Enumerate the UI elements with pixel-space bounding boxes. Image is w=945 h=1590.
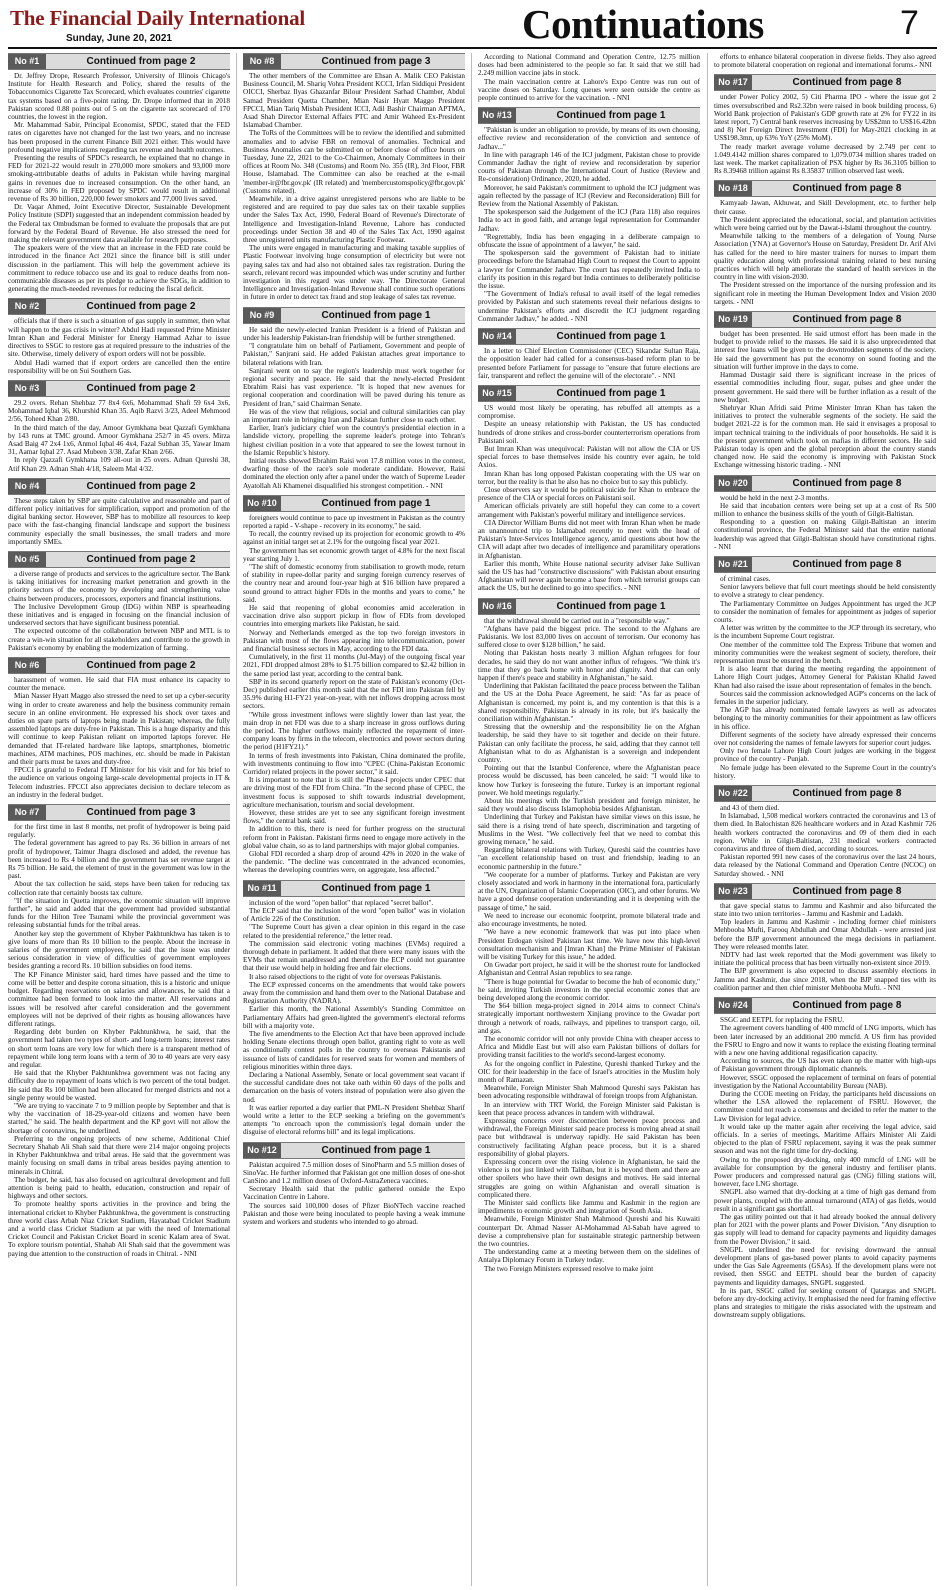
article-paragraph: As for the ongoing conflict in Palestine, Qureshi thanked Turkey and the OIC for their leadership in the face of Israel's atrocities in the Muslim holy month of Ramazan. bbox=[478, 1059, 700, 1084]
story-header bbox=[8, 53, 230, 70]
story-header bbox=[714, 475, 936, 492]
article-paragraph: It also raised objections to the right of vote for overseas Pakistanis. bbox=[249, 972, 442, 981]
article-paragraph: No female judge has been elevated to the Supreme Court in the country's history. bbox=[714, 763, 936, 780]
continuation-story bbox=[478, 598, 700, 1273]
story-heading: Continued from page 1 bbox=[556, 110, 666, 122]
article-paragraph: In terms of fresh investments into Pakistan, China dominated the profile, with investments continuing to flow into "CPEC (China-Pakistan Economic Corridor) related projects in the power sector," it said. bbox=[243, 751, 465, 777]
story-body bbox=[8, 317, 230, 374]
article-paragraph: In reply Qazzafi Gymkhana 109 all-out in 25 overs. Adnan Qureshi 38, Atif Khan 29. Adnan Shah 4/18, Saleem Mal 4/32. bbox=[8, 456, 230, 473]
story-header bbox=[714, 785, 936, 802]
article-paragraph: The $64 billion mega-project signed in 2014 aims to connect China's strategically important northwestern Xinjiang province to the Gwadar port through a network of roads, railways, and pipelines to transport cargo, oil, and gas. bbox=[478, 1002, 700, 1035]
issue-date: Sunday, June 20, 2021 bbox=[66, 33, 172, 44]
story-body bbox=[714, 93, 936, 175]
article-paragraph: The President appreciated the educational, social, and plantation activities which were being carried out by the Dawat-i-Islami throughout the country. bbox=[714, 215, 936, 233]
story-heading: Continued from page 1 bbox=[321, 309, 431, 321]
story-number-badge: No #12 bbox=[243, 1143, 281, 1158]
story-number-badge: No #5 bbox=[8, 552, 46, 567]
continuation-story bbox=[8, 551, 230, 652]
story-header bbox=[8, 478, 230, 495]
article-paragraph: Expressing concerns over disconnection between peace process and withdrawal, the Foreign Minister said peace process is moving ahead at snail pace but withdrawal is underway rapidly. He said Pakistan has been constructively facilitating Afghan peace process, but it is a shared responsibility of global players. bbox=[478, 1116, 700, 1158]
story-heading: Continued from page 2 bbox=[86, 382, 196, 394]
newspaper-name: The Financial Daily International bbox=[10, 6, 306, 30]
article-paragraph: However, SSGC opposed the replacement of terminal on fears of potential investigation by the National Accountability Bureau (NAB). bbox=[714, 1073, 936, 1090]
article-paragraph: Earlier this month, the National Assembly's Standing Committee on Parliamentary Affairs had green-lighted the government's electoral reforms bill with a majority vote. bbox=[243, 1005, 465, 1030]
article-paragraph: "We are trying to vaccinate 7 to 9 million people by September and that is why the vaccination of 18-29-year-old citizens and women have been started," he said. The health department and the KP govt will not allow the shortage of coronavirus, he underlined. bbox=[8, 1101, 230, 1135]
article-paragraph: Meanwhile, Foreign Minister Shah Mahmood Qureshi says Pakistan has been advocating responsible withdrawal of foreign troops from Afghanistan. bbox=[478, 1084, 700, 1101]
continuation-story bbox=[714, 74, 936, 175]
story-body bbox=[714, 1016, 936, 1320]
column-3 bbox=[478, 53, 700, 1586]
article-paragraph: "The Supreme Court has given a clear opinion in this regard in the case related to the presidential reference," the letter read. bbox=[243, 923, 465, 940]
article-paragraph: CIA Director William Burns did not meet with Imran Khan when he made an unannounced trip to Islamabad recently to meet with the head of Pakistan's Inter-Services Intelligence agency, amid questions about how the CIA will adapt after two decades of intelligence and paramilitary operations in Afghanistan. bbox=[478, 518, 700, 560]
story-number-badge: No #11 bbox=[243, 881, 281, 896]
story-header bbox=[478, 598, 700, 615]
article-paragraph: Regarding debt burden on Khyber Pakhtunkhwa, he said, that the government had taken two types of short- and long-term loans; interest rates on short term loans are very low for which there is a transparent method of repayment while long term loans with a term of 30 to 40 years are very easy and regular. bbox=[8, 1028, 230, 1069]
article-paragraph: "Afghans have paid the biggest price. The second to the Afghans are Pakistanis. We lost 83,000 lives on account of terrorism. Our economy has suffered close to over $128 billion," he said. bbox=[478, 624, 700, 650]
column-1 bbox=[8, 53, 230, 1586]
article-paragraph: Global FDI recorded a sharp drop of around 42% in 2020 in the wake of the pandemic. "The decline was concentrated in the advanced economies, whereas the developing countries were, on aggregate, less affected." bbox=[243, 850, 465, 875]
masthead bbox=[0, 0, 945, 58]
column-divider bbox=[707, 53, 708, 1586]
article-paragraph: 29.2 overs. Rehan Shehbaz 77 8x4 6x6, Mohammad Shafi 59 6x4 3x6, Mohammad Iqbal 36, Khurshid Khan 35. Aqib Razvi 3/23, Adeel Mehmood 2/56, Toheed Khan 2/80. bbox=[8, 398, 230, 424]
article-paragraph: The BJP government is also expected to discuss assembly elections in Jammu and Kashmir, due since 2018, when the BJP snapped ties with its coalition partner and then chief minister Mehbooba Mufti. - NNI bbox=[714, 967, 936, 992]
story-body bbox=[8, 823, 230, 1258]
story-heading: Continued from page 2 bbox=[86, 480, 196, 492]
story-body bbox=[478, 126, 700, 323]
article-paragraph: Meanwhile, in a drive against unregistered persons who are liable to be registered and are required to pay due sales tax on their taxable supplies under the Sales Tax Act, 1990, Federal Board of Revenue's Directorate of Intelligence and Investigation-Inland Revenue, Lahore has conducted proceedings under Section 38 and 40 of the Sales Tax Act, 1990 against three unregistered units manufacturing Plastic Footwear. bbox=[243, 195, 465, 245]
column-divider bbox=[471, 53, 472, 1586]
story-body bbox=[714, 804, 936, 878]
story-body bbox=[8, 676, 230, 799]
article-paragraph: He said that the Khyber Pakhtunkhwa government was not facing any difficulty due to repayment of loans which is two percent of the total budget. He said that Rs 100 billion had been allocated for merged districts and not a single penny would be wasted. bbox=[8, 1069, 230, 1102]
article-paragraph: Abdul Hadi warned that if export orders are cancelled then the entire responsibility will be on Sui Southern Gas. bbox=[8, 358, 230, 375]
continuation-story bbox=[714, 997, 936, 1320]
article-paragraph: The AGP has already nominated female lawyers as well as advocates belonging to the minority communities for their appointment as law officers in his office. bbox=[714, 706, 936, 731]
story-number-badge: No #24 bbox=[714, 998, 752, 1013]
story-heading: Continued from page 3 bbox=[86, 807, 196, 819]
masthead-rule bbox=[8, 47, 937, 49]
continuation-story bbox=[243, 1142, 465, 1227]
story-header bbox=[8, 657, 230, 674]
story-number-badge: No #17 bbox=[714, 75, 752, 90]
story-body bbox=[714, 330, 936, 469]
continuation-story bbox=[478, 107, 700, 323]
article-paragraph: Declaring a National Assembly, Senate or local government seat vacant if the successful candidate does not take oath within 60 days of the polls and demarcation on the basis of voters instead of population were also given the nod. bbox=[243, 1070, 465, 1104]
column-4 bbox=[714, 53, 936, 1586]
article-paragraph: It would take up the matter again after receiving the legal advice, said officials. In a series of meetings, Maritime Affairs Minister Ali Zaidi objected to the plan of FSRU replacement, saying it was the peak summer season and was not the right time for dry-docking. bbox=[714, 1122, 936, 1156]
story-number-badge: No #6 bbox=[8, 658, 46, 673]
article-paragraph: Different segments of the society have already expressed their concerns over not considering the names of female lawyers for superior court judges. bbox=[714, 730, 936, 748]
article-paragraph: of criminal cases. bbox=[720, 574, 771, 583]
article-paragraph: under Power Policy 2002, 5) Citi Pharma IPO - where the issue got 2 times oversubscribed and Rs2.32bn were raised in book building process, 6) World Bank projection of Pakistan's GDP growth rate at 2% for FY22 in its latest report, 7) Central bank reserves increasing by US$2mn to US$16.42bn and 8) Net Foreign Direct Investment (FDI) for May-2021 clocking in at US$198.3mn, up 63% YoY (25% MoM). bbox=[714, 93, 936, 143]
story-heading: Continued from page 8 bbox=[792, 183, 902, 195]
story-number-badge: No #15 bbox=[478, 386, 516, 401]
article-paragraph: On Gwadar port project, he said it will be the shortest route for landlocked Afghanistan and Central Asian republics to sea range. bbox=[478, 961, 700, 978]
article-paragraph: About the tax collection he said, steps have been taken for reducing tax collection rate that certainly boosts tax culture. bbox=[8, 880, 230, 897]
story-number-badge: No #16 bbox=[478, 599, 516, 614]
article-paragraph: Regarding bilateral relations with Turkey, Qureshi said the countries have "an excellent relationship based on trust and friendship, leading to an economic partnership in the future." bbox=[478, 846, 700, 871]
story-number-badge: No #14 bbox=[478, 329, 516, 344]
article-paragraph: "We cooperate for a number of platforms. Turkey and Pakistan are very closely associated and work in harmony in the international fora, particularly at the UN, Organization of Islamic Cooperation (OIC), and other forums. We have a good defense cooperation understanding and it is deepening with the passage of time," he said. bbox=[478, 870, 700, 912]
article-paragraph: harassment of women. He said that FIA must enhance its capacity to counter the menace. bbox=[8, 675, 230, 693]
story-heading: Continued from page 2 bbox=[86, 659, 196, 671]
story-body bbox=[243, 326, 465, 490]
article-paragraph: The main vaccination centre at Lahore's Expo Centre was run out of vaccine doses on Saturday. Long queues were seen outside the centre as people continued to arrive for the vaccination. - NNI bbox=[478, 77, 700, 103]
article-paragraph: We need to increase our economic footprint, promote bilateral trade and also encourage investments, he noted. bbox=[478, 911, 700, 929]
article-paragraph: Owing to the proposed dry-docking, only 400 mmcfd of LNG will be available for consumption by the general industry and fertiliser plants. Power producers and compressed natural gas (CNG) filling stations will, however, face LNG shortage. bbox=[714, 1155, 936, 1189]
article-paragraph: The spokesperson said the Judgement of the ICJ (Para 118) also requires India to act in good faith, and arrange legal representation for Commander Jadhav. bbox=[478, 208, 700, 233]
story-body bbox=[243, 899, 465, 1137]
article-paragraph: a diverse range of products and services to the agriculture sector. The Bank is taking initiatives for increasing market penetration and growth in the priority sectors of the economy by developing and strengthening value chains between producers, processors, exporters and financial institutions. bbox=[8, 569, 230, 603]
article-paragraph: for the first time in last 8 months, net profit of hydropower is being paid regularly. bbox=[8, 823, 230, 840]
article-paragraph: Stressing that the ownership and the responsibility lie on the Afghan leadership, he said they have to sit together and decide on their future. Pakistan can only facilitate the process, he said, adding that they cannot tell Afghanistan what to do as Afghanistan is a sovereign and independent country. bbox=[478, 723, 700, 765]
article-paragraph: Hammad Dustagir said there is significant increase in the prices of essential commodities including flour, sugar, pulses and ghee under the present government. He said there will be further inflation as a result of the new budget. bbox=[714, 371, 936, 404]
story-header bbox=[478, 385, 700, 402]
article-paragraph: Moreover, he said Pakistan's commitment to uphold the ICJ judgment was again reflected by the passage of ICJ (Review and Reconsideration) Bill for Review from the National Assembly of Pakistan. bbox=[478, 183, 700, 209]
article-paragraph: The commission said electronic voting machines (EVMs) required a thorough debate in parliament. It added that there were many issues with the EVMs that remain unaddressed and therefore the ECP could not guarantee that their use would help in holding free and fair elections. bbox=[243, 939, 465, 973]
story-header bbox=[714, 883, 936, 900]
article-paragraph: budget has been presented. He said utmost effort has been made in the budget to provide relief to the masses. He said it is also unprecedented that interest free loans will be given to the downtrodden segments of the society. He said the government has put the economy on sound footing and the situation will further improve in the days to come. bbox=[714, 330, 936, 371]
article-paragraph: Underlining that Pakistan facilitated the peace process between the Taliban and the US at the Doha Peace Agreement, he said: "As far as peace of Afghanistan is concerned, my point is, and my contention is that this is a shared responsibility. Pakistan is already in its role, but it's basically the conciliation within Afghanistan." bbox=[478, 682, 700, 724]
article-paragraph: The sources said 100,000 doses of Pfizer BioNTech vaccine reached Pakistan and those were being inoculated to people having a weak immune system and workers and students who intended to go abroad. bbox=[243, 1201, 465, 1226]
article-paragraph: SNGPL also warned that dry-docking at a time of high gas demand from power plants, coupled with the annual turnaround (ATA) of gas fields, would result in a significant gas shortfall. bbox=[714, 1188, 936, 1213]
article-paragraph: According to sources, the US has even taken up the matter with high-ups of Pakistan government through diplomatic channels. bbox=[714, 1057, 936, 1074]
article-paragraph: The understanding came at a meeting between them on the sidelines of Antalya Diplomacy Forum in Turkey today. bbox=[478, 1248, 700, 1265]
article-paragraph: Pakistan reported 991 new cases of the coronavirus over the last 24 hours, data released by the National Command and Operation Centre (NCOC) on Saturday showed. - NNI bbox=[714, 853, 936, 878]
article-paragraph: "If the situation in Quetta improves, the economic situation will improve further", he said and added that the government had provided substantial funds for the Hilton Tree Tsunami while the provincial government was releasing substantial funds for the tribal areas. bbox=[8, 896, 230, 930]
story-header bbox=[243, 880, 465, 897]
story-body bbox=[714, 494, 936, 551]
article-paragraph: Kamyaab Jawan, Akhuwat, and Skill Development, etc. to further help their cause. bbox=[714, 199, 936, 216]
article-paragraph: NDTV had last week reported that the Modi government was likely to initiate the political process that has been virtually non-existent since 2019. bbox=[714, 951, 936, 968]
article-paragraph: Earlier this month, White House national security adviser Jake Sullivan said the US has had "constructive discussions" with Pakistan about ensuring Afghanistan will never again become a base from which terrorist groups can attack the US, but he declined to go into specifics. - NNI bbox=[478, 559, 700, 593]
article-paragraph: The ToRs of the Committees will be to review the identified and submitted anomalies and to advise FBR on removal of anomalies. Technical and Business Anomalies can be submitted on or before close of office hours on Tuesday, June 22, 2021 to the Co-Chairmen, Anomaly Committees in their offices at Room No. 348 (Customs) and Room No. 355 (IR), 3rd Floor, FBR House, Islamabad. The Committee can also be reached at the e-mail 'member-ir@fbr.gov.pk' (IR related) and 'membercustomspolicy@fbr.gov.pk' (Customs related). bbox=[243, 129, 465, 195]
continuation-story bbox=[478, 385, 700, 593]
article-paragraph: Only two female Lahore High Court judges are working in the biggest province of the country - Punjab. bbox=[714, 747, 936, 764]
article-paragraph: In Islamabad, 1,508 medical workers contracted the coronavirus and 13 of them died. In Balochistan 826 healthcare workers and in Azad Kashmir 726 health workers contracted the coronavirus and 09 of them died in each region. While in Gilgit-Baltistan, 231 medical workers contracted coronavirus and three of them died, according to sources. bbox=[714, 812, 936, 854]
article-paragraph: About his meetings with the Turkish president and foreign minister, he said they would also discuss Islamophobia besides Afghanistan. bbox=[478, 797, 700, 814]
article-paragraph: The speakers were of the view that an increase in the FED rate could be introduced in the finance Act 2021 since the finance bill is still under discussion in the parliament. This will help the government achieve its commitment to reduce tobacco use and its goal to reduce deaths from non-communicable diseases as per its pledge to achieve the SDGs, in addition to generating the much-needed revenues for reducing the fiscal deficit. bbox=[8, 244, 230, 294]
story-heading: Continued from page 1 bbox=[556, 387, 666, 399]
article-paragraph: The two Foreign Ministers expressed resolve to make joint bbox=[484, 1264, 654, 1273]
article-paragraph: The budget, he said, has also focused on agricultural development and full attention is being paid to health, education, construction and repair of highways and other sectors. bbox=[8, 1175, 230, 1201]
story-heading: Continued from page 1 bbox=[556, 600, 666, 612]
story-header bbox=[8, 804, 230, 821]
columns-container bbox=[8, 53, 937, 1586]
continuation-story bbox=[243, 307, 465, 490]
story-number-badge: No #13 bbox=[478, 108, 516, 123]
article-paragraph: Senior lawyers believe that full court meetings should be held consistently to evolve a strategy to clear pendency. bbox=[714, 583, 936, 600]
story-number-badge: No #10 bbox=[243, 496, 281, 511]
story-body bbox=[8, 497, 230, 546]
story-heading: Continued from page 8 bbox=[792, 477, 902, 489]
story-header bbox=[714, 311, 936, 328]
article-paragraph: Meanwhile talking to the members of a delegation of Young Nurse Association (YNA) at Governor's House on Saturday, President Dr. Arif Alvi has called for the need to hire master trainers for nurses to impart them quality education along with professional training related to best nursing practices which will help ameliorate the standard of health services in the country in line with vision-2030. bbox=[714, 232, 936, 282]
story-number-badge: No #1 bbox=[8, 54, 46, 69]
article-paragraph: The ready market average volume decreased by 2.749 per cent to 1.049.4142 million shares compared to 1,079.0734 million shares traded on last week. The market capitalization of PSX higher by Rs 36.3105 billion to Rs 8.39468 trillion against Rs 8.35837 trillion observed last week. bbox=[714, 142, 936, 176]
article-paragraph: Imran Khan has long opposed Pakistan cooperating with the US war on terror, but the reality is that he also has no choice but to say this publicly. bbox=[478, 469, 700, 486]
article-paragraph: But Imran Khan was unequivocal: Pakistan will not allow the CIA or US special forces to base themselves inside his country ever again, he told Axios. bbox=[478, 444, 700, 470]
article-paragraph: "Regrettably, India has been engaging in a deliberate campaign to obfuscate the issue of appointment of a lawyer," he said. bbox=[478, 232, 700, 250]
article-paragraph: The KP Finance Minister said, hard times have passed and the time to come will be better and despite corona situation, this is a historic and unique budget. Regarding reservations on salaries and allowances, he said that a committee had been formed to look into the matter. All reservations and issues will be resolved after careful consideration and the government employees will not be deprived of their rights as housing allowances have different ratings. bbox=[8, 970, 230, 1028]
article-paragraph: A letter was written by the committee to the JCP through its secretary, who is the incumbent Supreme Court registrar. bbox=[714, 624, 936, 641]
story-heading: Continued from page 8 bbox=[792, 77, 902, 89]
section-title: Continuations bbox=[522, 1, 764, 47]
article-paragraph: However, these strides are yet to see any significant foreign investment flows," the central bank said. bbox=[243, 809, 465, 826]
continuation-story bbox=[478, 328, 700, 380]
article-paragraph: The Inclusive Development Group (IDG) within NBP is spearheading these initiatives and is engaged in focusing on the financial inclusion of underserved sectors that have significant business potential. bbox=[8, 602, 230, 628]
story-header bbox=[243, 307, 465, 324]
article-paragraph: Expressing concern over the rising violence in Afghanistan, he said the violence is not just linked with Taliban, but it is beyond them and there are other spoilers who have their own designs and motives. He said internal struggles are going on within Afghanistan and overall situation is complicated there. bbox=[478, 1157, 700, 1199]
continuation-story bbox=[243, 53, 465, 302]
article-paragraph: "We have a new economic framework that was put into place when President Erdogan visited Pakistan last time. We have now this high-level consultation mechanism and [Imran Khan] the Prime Minister of Pakistan will be visiting Turkey for this issue," he added. bbox=[478, 928, 700, 961]
article-paragraph: It is important to note that it is still the Phase-I projects under CPEC that are driving most of the FDI from China. "In the second phase of CPEC, the investment focus is supposed to shift towards industrial development, agriculture mechanisation, tourism and social development. bbox=[243, 776, 465, 809]
article-paragraph: Despite an uneasy relationship with Pakistan, the US has conducted hundreds of drone strikes and cross-border counterterrorism operations from Pakistani soil. bbox=[478, 420, 700, 445]
story-header bbox=[243, 495, 465, 512]
continuation-story bbox=[714, 180, 936, 306]
article-paragraph: efforts to enhance bilateral cooperation in diverse fields. They also agreed to promote bilateral cooperation on regional and international forums.- NNI bbox=[714, 53, 936, 70]
article-paragraph: Shehryar Khan Afridi said Prime Minister Imran Khan has taken the initiatives to protect the vulnerable segments of the society. He said the budget 2021-22 is for the common man. He said it envisages a proposal to impart technical training to the individuals of poor households. He said it is the present government which took on mafias in different sectors. He said Pakistan today is open and the global perception about the country stands changed now. He said the economy is improving with Pakistan Stock Exchange witnessing historic trading. - NNI bbox=[714, 403, 936, 470]
article-paragraph: "There is huge potential for Gwadar to become the hub of economic duty," he said, inviting Turkish investors in the special economic zones that are being developed along the economic corridor. bbox=[478, 977, 700, 1002]
article-paragraph: Close observers say it would be political suicide for Khan to embrace the presence of the CIA or special forces on Pakistani soil. bbox=[478, 485, 700, 503]
article-paragraph: The units were engaged in manufacturing and making taxable supplies of Plastic Footwear involving huge consumption of electricity but were not paying sales tax and had also not obtained sales tax registration. During the search, relevant record was impounded which was under scrutiny and further investigation in this regard was under way. The Directorate General Intelligence and Investigation-Inland Revenue shall continue such operations in future in order to detect tax fraud and stop leakage of sales tax revenue. bbox=[243, 244, 465, 302]
article-paragraph: Mian Nasser Hyatt Maggo also stressed the need to set up a cyber-security wing in order to create awareness and help the business community remain secure in an online environment. He expressed his shock over taxes and duties on spare parts of laptops being made in Pakistan; whereas, the fully assembled laptops are duty-free in Pakistan. This is a huge disparity and this will continue to keep Pakistan reliant on imported laptops forever. He demanded that IT-related hardware like laptops, smartphones, biometric machines, ATM machines, POS machines, etc. should be made in Pakistan and their parts must be taxes and duty-free. bbox=[8, 692, 230, 767]
article-paragraph: In its part, SSGC called for seeking consent of Qatargas and SNGPL before any dry-docking activity. It emphasised the need for framing effective plans and strategies to mitigate the risks associated with the upstream and downstream supply obligations. bbox=[714, 1286, 936, 1320]
article-paragraph: The expected outcome of the collaboration between NBP and MTL is to create a win-win situation for all stakeholders and contribute to the growth in Pakistan's economy by enabling the modernization of farming. bbox=[8, 627, 230, 652]
article-paragraph: To recall, the country revised up its projection for economic growth to 4% against an initial target set at 2.1% for the outgoing fiscal year 2021. bbox=[243, 530, 465, 547]
article-paragraph: Norway and Netherlands emerged as the top two foreign investors in Pakistan with most of the flows appearing into telecommunication, power and financial business sectors in May, according to the FDI data. bbox=[243, 628, 465, 653]
story-number-badge: No #19 bbox=[714, 312, 752, 327]
story-heading: Continued from page 1 bbox=[321, 882, 431, 894]
article-paragraph: Dr. Jeffrey Drope, Research Professor, University of Illinois Chicago's Institute for Health Research and Policy, shared the results of the Tobacconomics Cigarette Tax Scorecard, which evaluates countries' cigarette tax systems based on a five-point rating. Dr. Drope informed that in 2018 Pakistan scored 0.88 points out of 5 on the cigarette tax scorecard of 170 countries, the lowest in the region. bbox=[8, 72, 230, 122]
story-body bbox=[478, 347, 700, 380]
article-paragraph: He said that incubation centers were being set up at a cost of Rs 500 million to enhance the business skills of the youth of Gilgit-Baltistan. bbox=[714, 501, 936, 518]
continuation-story bbox=[8, 804, 230, 1258]
article-paragraph: "Pakistan is under an obligation to provide, by means of its own choosing, effective review and reconsideration of the conviction and sentence of Jadhav..." bbox=[478, 126, 700, 151]
article-paragraph: US would most likely be operating, has rebuffed all attempts as a compromise. bbox=[478, 403, 700, 421]
story-number-badge: No #18 bbox=[714, 181, 752, 196]
article-paragraph: It is also learnt that during the meeting regarding the appointment of Lahore High Court judges, Attorney General for Pakistan Khalid Jawed Khan had also raised the issue about representation of females in the bench. bbox=[714, 665, 936, 690]
story-body bbox=[8, 570, 230, 652]
story-heading: Continued from page 1 bbox=[556, 331, 666, 343]
story-body bbox=[714, 575, 936, 780]
story-number-badge: No #20 bbox=[714, 476, 752, 491]
story-heading: Continued from page 2 bbox=[86, 553, 196, 565]
article-paragraph: "I congratulate him on behalf of Parliament, Government and people of Pakistan," Sanjrani said. He added Pakistan attaches great importance to bilateral relations with Iran. bbox=[243, 342, 465, 367]
continuation-story bbox=[8, 657, 230, 799]
story-heading: Continued from page 1 bbox=[321, 497, 431, 509]
story-body bbox=[243, 1161, 465, 1227]
story-header bbox=[8, 551, 230, 568]
story-header bbox=[478, 328, 700, 345]
article-paragraph: Mr. Mahammad Sabir, Principal Economist, SPDC, stated that the FED rates on cigarettes have not changed for the last two years, and no increase has been proposed in the current Finance Bill 2021 either. This would have profound negative implications regarding tax revenue and health outcomes. bbox=[8, 121, 230, 154]
story-number-badge: No #2 bbox=[8, 299, 46, 314]
story-header bbox=[714, 74, 936, 91]
article-paragraph: In a letter to Chief Election Commissioner (CEC) Sikandar Sultan Raja, the opposition leader had called for a consensus-based reform plan to be presented before Parliament for passage to "ensure that future elections are fair, transparent and reflect the genuine will of the electorate". - NNI bbox=[478, 347, 700, 380]
article-paragraph: Cumulatively, in the first 11 months (Jul-May) of the outgoing fiscal year 2021, FDI dropped almost 28% to $1.75 billion compared to $2.42 billion in the same period last year, according to the central bank. bbox=[243, 653, 465, 678]
continuation-story bbox=[243, 880, 465, 1137]
article-paragraph: The federal government has agreed to pay Rs. 36 billion in arrears of net profit of hydropower, Taimur Jhagra disclosed and added, the revenue has been increased to Rs 4 billion and the government has set revenue target at Rs 75 billion. He said, the element of trust in the government was low in the past. bbox=[8, 839, 230, 881]
story-header bbox=[243, 53, 465, 70]
article-paragraph: FPCCI is grateful to Federal IT Minister for his visit and for his brief to the audience on various ongoing large-scale developmental projects in IT & Telecom industries. FPCCI also appreciates decision to declare telecom as an industry in the federal budget. bbox=[8, 766, 230, 799]
article-paragraph: Earlier, Iran's judiciary chief won the country's presidential election in a landslide victory, propelling the supreme leader's protege into Tehran's highest civilian position in a vote that appeared to see the lowest turnout in the Islamic Republic's history. bbox=[243, 424, 465, 457]
article-paragraph: Top leaders in Jammu and Kashmir - including former chief ministers Mehbooba Mufti, Farooq Abdullah and Omar Abdullah - were arrested just before the BJP government announced the mega decisions in parliament. They were released months later. bbox=[714, 918, 936, 951]
article-paragraph: To promote healthy sports activities in the province and bring the international cricket to Khyber Pakhtunkhwa, the government is constructing three world class Arbab Niaz Cricket Stadium, Hayatabad Cricket Stadium and a world class Cricket Stadium at par with the need of International Cricket Council and Pakistan Cricket Board in scenic Kalam area of Swat. To explore tourism potential, Shahab Ali Shah said that the government was paying due attention to the construction of roads in Chitral. - NNI bbox=[8, 1200, 230, 1258]
continuation-story bbox=[8, 298, 230, 374]
story-body bbox=[478, 617, 700, 1273]
story-body bbox=[714, 902, 936, 992]
article-paragraph: He was of the view that religious, social and cultural similarities can play an important role in bringing Iran and Pakistan further close to each other. bbox=[243, 407, 465, 424]
story-body bbox=[8, 399, 230, 473]
article-paragraph: Secretary Health said that the public gathered outside the Expo Vaccination Centre in Lahore. bbox=[243, 1185, 465, 1202]
continuation-story bbox=[8, 478, 230, 546]
article-paragraph: Sources said the commission acknowledged AGP's concerns on the lack of females in the superior judiciary. bbox=[714, 689, 936, 706]
article-paragraph: In addition to this, there is need for further progress on the structural reform front in Pakistan. Pakistani firms need to engage more actively in the global value chain, so as to land partnerships with major global companies. bbox=[243, 825, 465, 850]
story-body bbox=[478, 404, 700, 593]
article-paragraph: Dr. Vaqar Ahmed, Joint Executive Director, Sustainable Development Policy Institute (SDPI) suggested that an independent commission headed by the Federal tax Ombudsman be formed to evaluate the proposals that are put forward by the Federal Board of Revenue. He also stressed the need for making the relevant government data available for research purposes. bbox=[8, 203, 230, 245]
article-paragraph: The agreement covers handling of 400 mmcfd of LNG imports, which has been later increased by an additional 200 mmcfd. A US firm has provided the FSRU to Engro and now it wants to replace the existing floating terminal with a new one having additional regasification capacity. bbox=[714, 1024, 936, 1057]
article-paragraph: The other members of the Committee are Ehsan A. Malik CEO Pakistan Business Council, M. Shariq Vohra President KCCI, Irfan Siddiqui President OICCI, Sherbaz Ilyas Ghazanfar Bilour President Sarhad Chamber, Abdul Samad President Quetta Chamber, Mian Nasir Hyatt Maggo President FPCCI, Mian Tariq Misbah President ICCI, Adil Bashir Chairman APTMA, Asad Shah Director External Affairs PTC and Amir Waheed Ex-President Islamabad Chamber. bbox=[243, 72, 465, 130]
story-number-badge: No #23 bbox=[714, 884, 752, 899]
story-number-badge: No #3 bbox=[8, 381, 46, 396]
story-heading: Continued from page 8 bbox=[792, 314, 902, 326]
article-paragraph: Pointing out that the Istanbul Conference, where the Afghanistan peace process would be discussed, has been canceled, he said: "I would like to know how Turkey is foreseeing the future. Turkey is an important regional power. We hold meetings regularly." bbox=[478, 764, 700, 797]
continuation-story bbox=[714, 556, 936, 780]
article-paragraph: SNGPL underlined the need for revising downward the annual development plans of gas-based power plants to avoid capacity payments under the Gas Sale Agreements (GSAs). If the development plans were not revised, then SSGC and EETPL should bear the burden of capacity payments and liquidity damages, SNGPL suggested. bbox=[714, 1245, 936, 1287]
article-paragraph: According to National Command and Operation Centre, 12.75 million doses had been administered to the people so far. It said that we still had 2.249 million vaccine jabs in stock. bbox=[478, 53, 700, 78]
article-paragraph: In the third match of the day, Amoor Gymkhana beat Qazzafi Gymkhana by 143 runs at TMC ground. Amoor Gymkhana 252/7 in 45 overs. Mirza Asad Baig 47 2x4 1x6, Anmol Iqbal 46 4x4, Fazal Subhan 35, Yawar Imam 31, Aamar Iqbal 27. Asad Mubeen 3/38, Zafar Khan 2/66. bbox=[8, 423, 230, 457]
story-number-badge: No #8 bbox=[243, 54, 281, 69]
article-paragraph: The Parliamentary Committee on Judges Appointment has urged the JCP to consider the nomination of females for appointment as judges of superior courts. bbox=[714, 599, 936, 624]
article-paragraph: One member of the committee told The Express Tribune that women and minority communities were the weakest segment of society, therefore, their representation must be ensured in the bench. bbox=[714, 640, 936, 665]
column-2 bbox=[243, 53, 465, 1586]
article-paragraph: During the CCOE meeting on Friday, the participants held discussions on whether the LSA allowed the replacement of FSRU. However, the committee could not reach a consensus and decided to refer the matter to the Law Division for legal advice. bbox=[714, 1089, 936, 1123]
continuation-story bbox=[714, 785, 936, 878]
continuation-story bbox=[714, 311, 936, 469]
article-paragraph: Pakistan acquired 7.5 million doses of SinoPharm and 5.5 million doses of SinoVac. He further informed that Pakistan got one million doses of one-shot CanSino and 1.2 million doses of Oxford-AstraZeneca vaccines. bbox=[243, 1160, 465, 1185]
article-paragraph: SBP in its second quarterly report on the state of Pakistan's economy (Oct-Dec) published earlier this month said that the net FDI into Pakistan fell by 35.9% during H1-FY21 year-on-year, with net inflows dropping across most sectors. bbox=[243, 677, 465, 711]
story-header bbox=[714, 997, 936, 1014]
article-paragraph: Meanwhile, Foreign Minister Shah Mahmood Qureshi and his Kuwaiti counterpart Dr. Ahmad Nasser Al-Mohammad Al-Sabah have agreed to devise a comprehensive plan for sustainable strategic partnership between the two countries. bbox=[478, 1215, 700, 1249]
story-number-badge: No #4 bbox=[8, 479, 46, 494]
article-paragraph: "The shift of domestic economy from stabilisation to growth mode, return of stability in rupee-dollar parity and surging foreign currency reserves of the country near and around four-year high at $16 billion have prepared a sound ground to attract higher FDIs in the months and years to come," he said. bbox=[243, 562, 465, 604]
story-header bbox=[478, 107, 700, 124]
page-number: 7 bbox=[900, 4, 919, 42]
article-paragraph: that gave special status to Jammu and Kashmir and also bifurcated the state into two union territories - Jammu and Kashmir and Ladakh. bbox=[714, 901, 936, 919]
story-heading: Continued from page 8 bbox=[792, 558, 902, 570]
story-body bbox=[243, 514, 465, 875]
article-paragraph: Another key step the government of Khyber Pakhtunkhwa has taken is to give loans of more than Rs 10 billion to the people. About the increase in salaries of the government employees, he said that the issue was under serious consideration in view of difficulties of government employees besides granting a record Rs. 10 billion subsidies on food items. bbox=[8, 929, 230, 971]
article-paragraph: The ECP expressed concerns on the amendments that would take powers away from the commission and hand them over to the National Database and Registration Authority (NADRA). bbox=[243, 980, 465, 1006]
article-paragraph: The government has set economic growth target of 4.8% for the next fiscal year starting July 1. bbox=[243, 546, 465, 563]
article-paragraph: would be held in the next 2-3 months. bbox=[720, 493, 829, 502]
story-header bbox=[8, 380, 230, 397]
story-number-badge: No #7 bbox=[8, 805, 46, 820]
article-paragraph: foreigners would continue to pace up investment in Pakistan as the country reported a rapid - V-shape - recovery in its economy," he said. bbox=[243, 513, 465, 530]
story-body bbox=[8, 72, 230, 293]
article-paragraph: Noting that Pakistan hosts nearly 3 million Afghan refugees for four decades, he said they do not want another influx of refugees. "We think it's time that they go back home with honor and dignity. And that can only happen if there's peace and stability in Afghanistan," he said. bbox=[478, 649, 700, 682]
article-paragraph: inclusion of the word "open ballot" that replaced "secret ballot". bbox=[249, 898, 434, 907]
article-paragraph: Preferring to the ongoing projects of new scheme, Additional Chief Secretary Shahab Ali Shah said that there were 214 major ongoing projects in Khyber Pakhtunkhwa and tribal areas. He said that the government was mainly focusing on small dams in tribal areas besides paying attention to minerals in Chitral. bbox=[8, 1134, 230, 1176]
story-number-badge: No #21 bbox=[714, 557, 752, 572]
article-paragraph: Sanjrani went on to say the region's leadership must work together for regional security and peace. He said that the newly-elected President Ebrahim Raisi has vast experience. "It is hoped that new avenues for regional cooperation and coordination will be paved during his tenure as President of Iran," said Chairman Senate. bbox=[243, 366, 465, 408]
article-paragraph: The five amendments to the Election Act that have been approved include holding Senate elections through open ballot, granting right to vote as well as conditionally contest polls in the country to overseas Pakistanis and issuance of lists of candidates for reserved seats for women and members of religious minorities within three days. bbox=[243, 1029, 465, 1071]
story-heading: Continued from page 8 bbox=[792, 885, 902, 897]
story-header bbox=[714, 556, 936, 573]
continuation-story bbox=[243, 495, 465, 875]
article-paragraph: Presenting the results of SPDC's research, he explained that no change in FED for 2021-22 would result in 270,000 more smokers and 93,000 more smoking-attributable deaths of adults in Pakistan while having marginal gains in revenues due to increased consumption. On the other hand, an increase of 30% in FED proposed by SPDC would result in additional revenue of Rs 30 billion, 220,000 fewer smokers and 77,000 lives saved. bbox=[8, 154, 230, 204]
article-paragraph: and 43 of them died. bbox=[720, 804, 780, 813]
article-paragraph: The President stressed on the importance of the nursing profession and its significant role in meeting the Human Development Index and Vision 2030 targets. - NNI bbox=[714, 281, 936, 306]
article-paragraph: Underlining that Turkey and Pakistan have similar views on this issue, he said there is a rising trend of hate speech, discrimination and targeting of Muslims in the West. "We collectively feel that we need to combat this growing menace," he said. bbox=[478, 813, 700, 847]
article-paragraph: These steps taken by SBP are quite calculative and reasonable and part of different policy initiatives for simplification, support and promotion of the digital banking sector. However, SBP has to mobilize all resources to keep pace with the fast-changing financial landscape and support the business community especially the small businesses, the small traders and more importantly SMEs. bbox=[8, 496, 230, 546]
continuation-story bbox=[714, 883, 936, 992]
story-header bbox=[8, 298, 230, 315]
column-divider bbox=[236, 53, 237, 1586]
story-body bbox=[714, 199, 936, 306]
article-paragraph: In an interview with TRT World, the Foreign Minister said Pakistan is keen that peace process advances in tandem with withdrawal. bbox=[478, 1100, 700, 1117]
article-paragraph: "The Government of India's refusal to avail itself of the legal remedies provided by Pakistan and such statements reveal their nefarious designs to undermine Pakistan's efforts and discredit the ICJ judgment regarding Commander Jadhav," he added. - NNI bbox=[478, 290, 700, 323]
story-body bbox=[243, 72, 465, 302]
story-heading: Continued from page 3 bbox=[321, 56, 431, 67]
story-heading: Continued from page 1 bbox=[321, 1144, 431, 1156]
article-paragraph: officials that if there is such a situation of gas supply in summer, then what will happen to the gas crisis in winter? Abdul Hadi requested Prime Minister Imran Khan and Federal Minister for Energy Hammad Azhar to issue directives to SSGC to restore gas at required pressure to the industries of the site. Otherwise, timely delivery of export orders will not be possible. bbox=[8, 317, 230, 359]
article-paragraph: Initial results showed Ebrahim Raisi won 17.8 million votes in the contest, dwarfing those of the race's sole moderate candidate. However, Raisi dominated the election only after a panel under the watch of Supreme Leader Ayatollah Ali Khamenei disqualified his strongest competition. - NNI bbox=[243, 456, 465, 490]
continued-text-block bbox=[714, 53, 936, 69]
story-heading: Continued from page 8 bbox=[792, 788, 902, 800]
continuation-story bbox=[714, 475, 936, 551]
continuation-story bbox=[8, 380, 230, 473]
article-paragraph: In line with paragraph 146 of the ICJ judgment, Pakistan chose to provide Commander Jadhav the right of review and reconsideration by superior courts of Pakistan through the International Court of Justice (Review and Re-consideration) Ordinance, 2020, he added. bbox=[478, 150, 700, 184]
story-heading: Continued from page 2 bbox=[86, 56, 196, 67]
article-paragraph: The economic corridor will not only provide China with cheaper access to Africa and Middle East but will also earn Pakistan billions of dollars for providing transit facilities to the world's second-largest economy. bbox=[478, 1034, 700, 1060]
story-header bbox=[714, 180, 936, 197]
story-number-badge: No #22 bbox=[714, 786, 752, 801]
article-paragraph: American officials privately are still hopeful they can come to a covert arrangement with Pakistan's powerful military and intelligence services. bbox=[478, 502, 700, 519]
article-paragraph: Responding to a question on making Gilgit-Baltistan an interim constitutional province, the Federal Minister said that the entire national leadership was agreed that Gilgit-Baltistan should have constitutional rights. - NNI bbox=[714, 518, 936, 551]
continued-text-block bbox=[478, 53, 700, 102]
article-paragraph: The ECP said that the inclusion of the word "open ballot" was in violation of Article 226 of the Constitution. bbox=[243, 906, 465, 924]
story-number-badge: No #9 bbox=[243, 308, 281, 323]
article-paragraph: SSGC and EETPL for replacing the FSRU. bbox=[720, 1016, 845, 1025]
article-paragraph: that the withdrawal should be carried out in a "responsible way." bbox=[484, 616, 670, 625]
article-paragraph: "While gross investment inflows were slightly lower than last year, the main drop in net FDI was due to a sharp increase in gross outflows during the period. The higher outflows mainly reflected the repayment of inter-company loans by firms in the telecom, electronics and power sectors during the period (H1FY21)." bbox=[243, 710, 465, 752]
article-paragraph: It was earlier reported a day earlier that PML-N President Shehbaz Sharif would write a letter to the ECP seeking a briefing on the government's attempts "to encroach upon the commission's legal domain under the disguise of electoral reforms bill" and its legal implications. bbox=[243, 1103, 465, 1137]
story-heading: Continued from page 8 bbox=[792, 1000, 902, 1012]
article-paragraph: He said that reopening of global economies amid acceleration in vaccination drive also support pickup in flow of FDIs from developed countries into emerging markets like Pakistan, he said. bbox=[243, 603, 465, 629]
article-paragraph: The spokesperson said the government of Pakistan had to initiate proceedings before the Islamabad High Court to request the Court to appoint a lawyer for Commander Jadhav. The court has repeatedly invited India to clarify its position in this regard but India continues to deliberately politicise the issue. bbox=[478, 249, 700, 291]
article-paragraph: The Minister said conflicts like Jammu and Kashmir in the region are impediments to economic growth and integration of South Asia. bbox=[478, 1199, 700, 1216]
article-paragraph: The gas utility pointed out that it had already booked the annual delivery plan for 2021 with the power plants and Power Division. "Any disruption to gas supply will lead to demand for capacity payments and liquidity damages from the Power Division," it said. bbox=[714, 1212, 936, 1246]
article-paragraph: He said the newly-elected Iranian President is a friend of Pakistan and under his leadership Pakistan-Iran friendship will be further strengthened. bbox=[243, 325, 465, 342]
story-header bbox=[243, 1142, 465, 1159]
story-heading: Continued from page 2 bbox=[86, 301, 196, 313]
continuation-story bbox=[8, 53, 230, 293]
